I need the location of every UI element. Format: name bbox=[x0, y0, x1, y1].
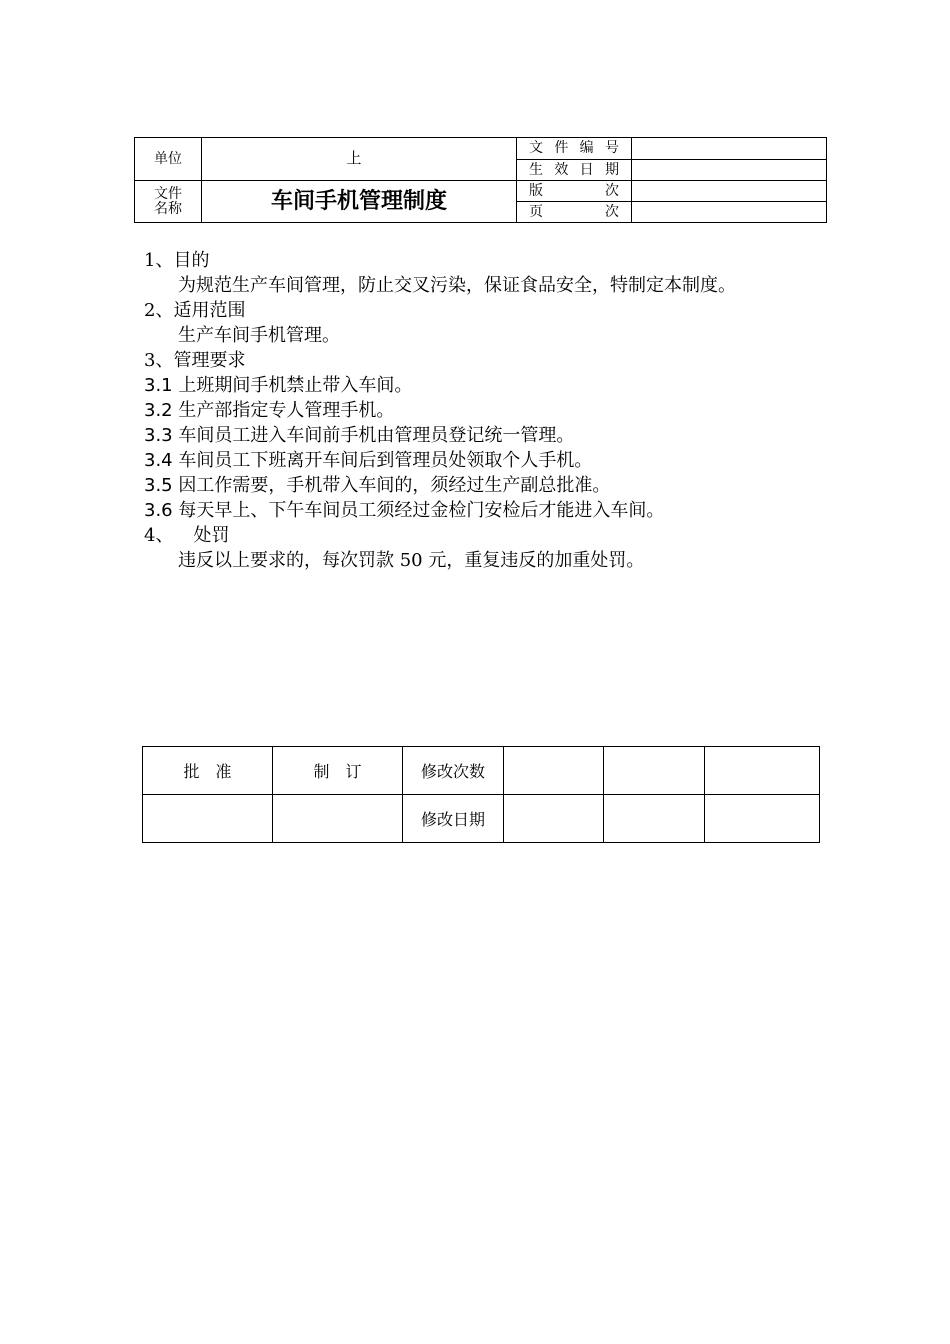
section-1-heading: 1、目的 bbox=[144, 250, 210, 271]
effective-date-label: 生 效 日 期 bbox=[517, 160, 632, 181]
list-item bbox=[144, 373, 824, 398]
section-2-heading: 2、适用范围 bbox=[144, 300, 246, 321]
list-item bbox=[144, 398, 824, 423]
page-label: 页 次 bbox=[517, 202, 632, 223]
list-item bbox=[144, 448, 824, 473]
approval-table bbox=[142, 746, 820, 843]
file-no-label: 文 件 编 号 bbox=[517, 138, 632, 160]
unit-value-cell bbox=[202, 138, 517, 181]
section-4-heading bbox=[144, 523, 824, 548]
section-4-number: 4、 bbox=[144, 525, 174, 546]
draft-label: 制 订 bbox=[273, 747, 403, 795]
header-table bbox=[134, 137, 827, 223]
unit-value: 上 bbox=[346, 149, 362, 168]
item-number: 3.3 bbox=[144, 425, 173, 446]
revision-count-label: 修改次数 bbox=[403, 747, 504, 795]
list-item bbox=[144, 423, 824, 448]
revision-date-cell bbox=[705, 795, 820, 843]
version-value bbox=[632, 181, 827, 202]
item-number: 3.1 bbox=[144, 375, 173, 396]
item-text: 上班期间手机禁止带入车间。 bbox=[178, 375, 413, 396]
approve-label: 批 准 bbox=[143, 747, 273, 795]
doc-name-label-cell bbox=[135, 181, 202, 223]
revision-date-label: 修改日期 bbox=[403, 795, 504, 843]
draft-signature-cell bbox=[273, 795, 403, 843]
revision-date-cell bbox=[604, 795, 705, 843]
unit-label: 单位 bbox=[154, 150, 182, 167]
approve-signature-cell bbox=[143, 795, 273, 843]
doc-name-label-line2: 名称 bbox=[154, 200, 182, 217]
revision-count-cell bbox=[604, 747, 705, 795]
section-2-text: 生产车间手机管理。 bbox=[178, 325, 340, 346]
section-4-text: 违反以上要求的，每次罚款 50 元，重复违反的加重处罚。 bbox=[178, 550, 645, 571]
revision-count-cell bbox=[504, 747, 604, 795]
doc-title: 车间手机管理制度 bbox=[202, 181, 517, 223]
item-text: 生产部指定专人管理手机。 bbox=[178, 400, 395, 421]
document-body bbox=[144, 248, 824, 573]
item-text: 车间员工下班离开车间后到管理员处领取个人手机。 bbox=[178, 450, 593, 471]
item-number: 3.6 bbox=[144, 500, 173, 521]
page-value bbox=[632, 202, 827, 223]
unit-label-cell bbox=[135, 138, 202, 181]
list-item bbox=[144, 473, 824, 498]
item-text: 因工作需要，手机带入车间的，须经过生产副总批准。 bbox=[178, 475, 611, 496]
item-number: 3.2 bbox=[144, 400, 173, 421]
item-text: 车间员工进入车间前手机由管理员登记统一管理。 bbox=[178, 425, 575, 446]
revision-date-cell bbox=[504, 795, 604, 843]
revision-count-cell bbox=[705, 747, 820, 795]
section-4-title: 处罚 bbox=[193, 525, 230, 546]
version-label: 版 次 bbox=[517, 181, 632, 202]
effective-date-value bbox=[632, 160, 827, 181]
section-3-heading: 3、管理要求 bbox=[144, 350, 246, 371]
item-text: 每天早上、下午车间员工须经过金检门安检后才能进入车间。 bbox=[178, 500, 665, 521]
item-number: 3.4 bbox=[144, 450, 173, 471]
list-item bbox=[144, 498, 824, 523]
doc-name-label-line1: 文件 bbox=[154, 185, 182, 202]
item-number: 3.5 bbox=[144, 475, 173, 496]
file-no-value bbox=[632, 138, 827, 160]
section-1-text: 为规范生产车间管理，防止交叉污染，保证食品安全，特制定本制度。 bbox=[178, 275, 736, 296]
